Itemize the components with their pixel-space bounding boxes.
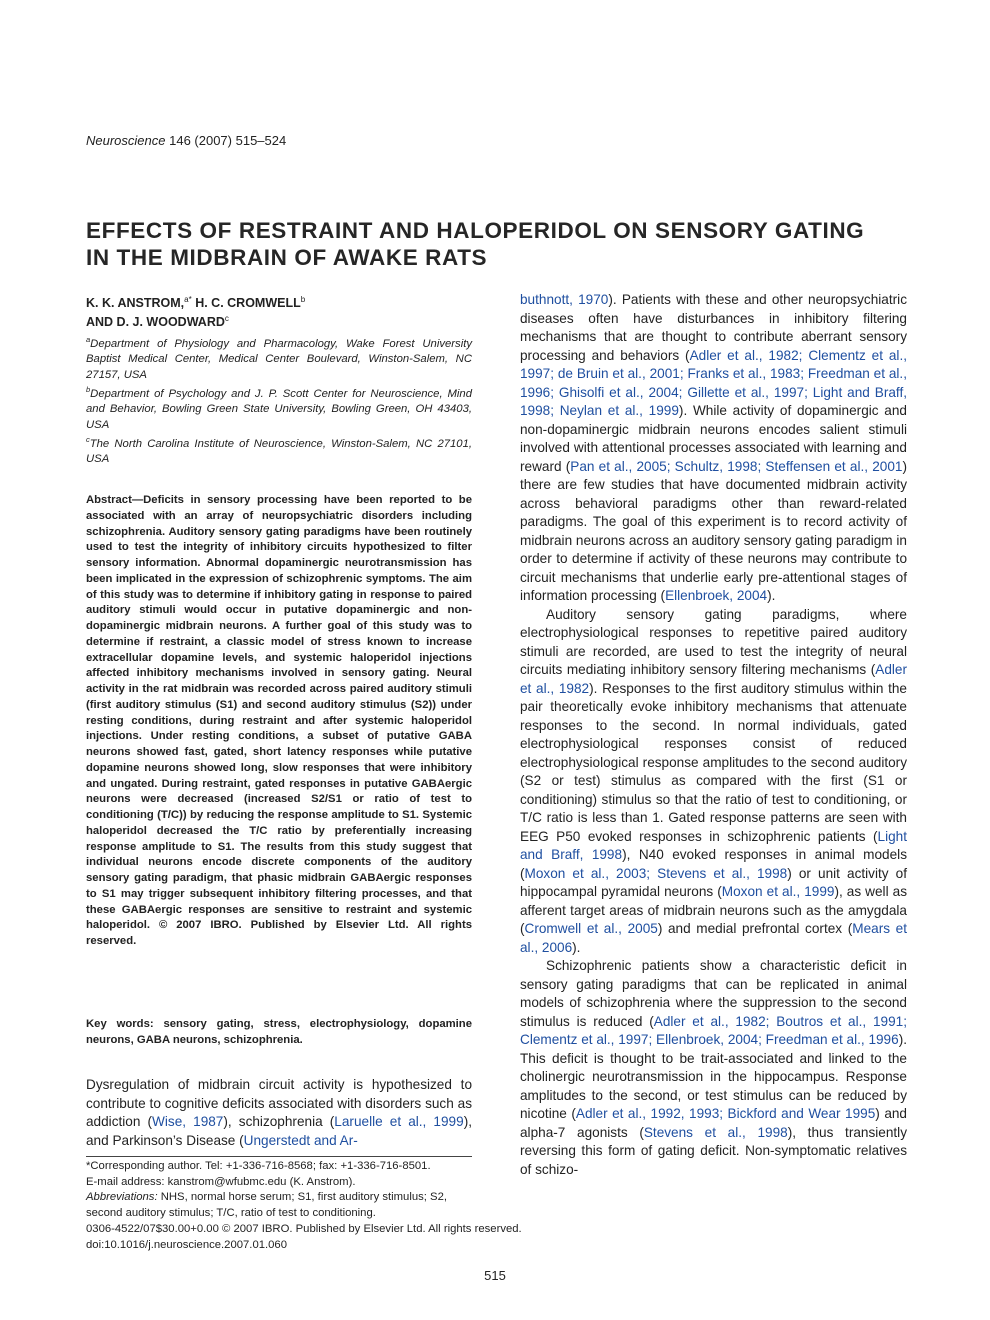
abbreviations-label: Abbreviations: xyxy=(86,1191,158,1203)
article-title xyxy=(86,217,916,271)
author-3-marker: c xyxy=(224,314,229,324)
author-list xyxy=(86,292,476,330)
keywords: Key words: sensory gating, stress, electrophysiology, dopamine neurons, GABA neurons, schizophrenia. xyxy=(86,1018,472,1046)
citation-link[interactable]: Pan et al., 2005; Schultz, 1998; Steffensen et al., 2001 xyxy=(570,458,903,474)
body-text: ) and medial prefrontal cortex ( xyxy=(657,921,853,936)
citation-link[interactable]: Laruelle et al., 1999 xyxy=(334,1114,464,1129)
body-text: ) and alpha-7 agonists ( xyxy=(520,1106,907,1140)
affiliation-a xyxy=(86,332,472,383)
citation-link[interactable]: Moxon et al., 2003; Stevens et al., 1998 xyxy=(524,865,788,881)
affiliation-marker: a xyxy=(86,335,91,344)
doi-line: doi:10.1016/j.neuroscience.2007.01.060 xyxy=(86,1238,287,1251)
author-1-marker: a* xyxy=(184,295,192,304)
affiliation-c xyxy=(86,432,472,468)
citation-link[interactable]: Wise, 1987 xyxy=(152,1114,224,1129)
body-text: ). While activity of dopaminergic and non-dopaminergic midbrain neurons encodes salient stimuli involved with attentional processes associated with learning and reward ( xyxy=(520,403,907,474)
journal-volume: 146 (2007) 515–524 xyxy=(165,133,287,148)
body-text: ). xyxy=(572,939,581,955)
body-text: ) or unit activity of hippocampal pyramidal neurons ( xyxy=(520,865,907,899)
affiliation-marker: b xyxy=(86,385,91,394)
citation-link[interactable]: Mears et al., 2006 xyxy=(520,921,907,955)
body-text: ), thus transiently reversing this form of gating deficit. Non-symptomatic relatives of schizo- xyxy=(520,1124,907,1177)
title-line-2: IN THE MIDBRAIN OF AWAKE RATS xyxy=(86,245,488,270)
intro-paragraph-start xyxy=(86,1076,472,1150)
body-text: ), as well as afferent target areas of midbrain neurons such as the amygdala ( xyxy=(520,884,907,936)
author-2: H. C. CROMWELL xyxy=(191,296,301,311)
body-paragraph-1 xyxy=(520,291,907,606)
affiliation-text: Department of Physiology and Pharmacology, Wake Forest University Baptist Medical Center, Medical Center Boulevard, Winston-Salem, NC 27157, USA xyxy=(86,337,472,381)
affiliation-marker: c xyxy=(86,435,90,444)
body-text: ), and Parkinson’s Disease ( xyxy=(86,1114,472,1148)
body-text: ). Patients with these and other neuropsychiatric diseases often have disturbances in inhibitory filtering mechanisms that are thought to contribute aberrant sensory processing and behaviors ( xyxy=(520,292,907,363)
citation-link[interactable]: Adler et al., 1982; Boutros et al., 1991; Clementz et al., 1997; Ellenbroek, 2004; Freedman et al., 1996 xyxy=(520,1013,908,1047)
body-text: Auditory sensory gating paradigms, where electrophysiological responses to repetitive paired auditory stimuli are recorded, are used to test the integrity of neural circuits mediating inhibitory sensory filtering mechanisms ( xyxy=(520,606,907,677)
abstract: Abstract—Deficits in sensory processing have been reported to be associated with an array of neuropsychiatric disorders including schizophrenia. Auditory sensory gating paradigms have been routinely used to test the integrity of inhibitory circuits hypothesized to filter sensory information. Abnormal dopaminergic neurotransmission has been implicated in the expression of schizophrenic symptoms. The aim of this study was to determine if inhibitory gating in response to paired auditory stimuli would occur in putative dopaminergic and non-dopaminergic midbrain neurons. A further goal of this study was to determine if restraint, a classic model of stress known to increase extracellular dopamine levels, and systemic haloperidol injections affected inhibitory mechanisms involved in sensory gating. Neural activity in the rat midbrain was recorded across paired auditory stimuli (first auditory stimulus (S1) and second auditory stimulus (S2)) under resting conditions, during restraint and after systemic haloperidol injections. Under resting conditions, a subset of putative GABA neurons showed fast, gated, short latency responses while putative dopamine neurons showed long, slow responses that were inhibitory and ungated. During restraint, gated responses in putative GABAergic neurons were decreased (increased S2/S1 or ratio of test to conditioning (T/C)) by reducing the response amplitude to S1. Systemic haloperidol decreased the T/C ratio by preferentially increasing response amplitude to S1. The results from this study suggest that individual neurons encode discrete components of the auditory sensory gating paradigm, that phasic midbrain GABAergic responses to S1 may trigger subsequent inhibitory filtering processes, and that these GABAergic responses are sensitive to restraint and systemic haloperidol. © 2007 IBRO. Published by Elsevier Ltd. All rights reserved. xyxy=(86,494,472,947)
citation-link[interactable]: Stevens et al., 1998 xyxy=(643,1124,788,1140)
body-text: ), N40 evoked responses in animal models ( xyxy=(520,847,907,881)
body-text: ). xyxy=(767,588,776,603)
citation-link[interactable]: Adler et al., 1982 xyxy=(520,662,907,696)
body-paragraph-2 xyxy=(520,606,907,958)
footnote-divider xyxy=(86,1156,472,1157)
author-1: K. K. ANSTROM, xyxy=(86,296,185,311)
affiliation-text: The North Carolina Institute of Neuroscience, Winston-Salem, NC 27101, USA xyxy=(86,437,472,466)
citation-link[interactable]: Moxon et al., 1999 xyxy=(721,884,835,899)
citation-link[interactable]: Adler et al., 1992, 1993; Bickford and Wear 1995 xyxy=(575,1106,876,1121)
journal-name: Neuroscience xyxy=(86,133,166,148)
body-text: ). Responses to the first auditory stimulus within the pair theoretically evoke inhibitory mechanisms that attenuate responses to the second. In normal individuals, gated electrophysiological responses consist of reduced electrophysiological response amplitudes to the second auditory (S2 or test) stimulus as compared with the first (S1 or conditioning) stimulus so that the ratio of test to conditioning, or T/C ratio is less than 1. Gated response patterns are seen with EEG P50 evoked responses in schizophrenic patients ( xyxy=(520,680,907,844)
copyright-block xyxy=(86,1222,686,1253)
citation-link[interactable]: Light and Braff, 1998 xyxy=(520,828,907,862)
citation-link[interactable]: buthnott, 1970 xyxy=(520,292,609,307)
footnotes xyxy=(86,1159,472,1221)
journal-citation xyxy=(86,133,286,148)
citation-link[interactable]: Cromwell et al., 2005 xyxy=(524,921,658,936)
title-line-1: EFFECTS OF RESTRAINT AND HALOPERIDOL ON SENSORY GATING xyxy=(86,218,865,243)
citation-link[interactable]: Adler et al., 1982; Clementz et al., 1997; de Bruin et al., 2001; Franks et al., 1983; Freedman et al., 1996; Ghisolfi et al., 2004; Gillette et al., 1997; Light and Braff, 1998; Neylan et al., 1999 xyxy=(520,347,907,418)
body-paragraph-3 xyxy=(520,957,907,1179)
affiliation-b xyxy=(86,382,472,433)
citation-link[interactable]: Ellenbroek, 2004 xyxy=(665,588,768,603)
corresponding-author-note: *Corresponding author. Tel: +1-336-716-8568; fax: +1-336-716-8501. xyxy=(86,1160,431,1172)
copyright-line: 0306-4522/07$30.00+0.00 © 2007 IBRO. Published by Elsevier Ltd. All rights reserved. xyxy=(86,1223,522,1235)
body-text: ). This deficit is thought to be trait-associated and linked to the cholinergic neurotransmission in the hippocampus. Response amplitudes to the second, or test stimulus can be reduced by nicotine ( xyxy=(520,1032,907,1121)
email-note: E-mail address: kanstrom@wfubmc.edu (K. Anstrom). xyxy=(86,1175,356,1188)
body-text: Dysregulation of midbrain circuit activity is hypothesized to contribute to cognitive deficits associated with disorders such as addiction ( xyxy=(86,1077,472,1129)
page-number: 515 xyxy=(484,1268,506,1283)
body-text: ) there are few studies that have documented midbrain activity across behavioral paradigms other than reward-related paradigms. The goal of this experiment is to record activity of midbrain neurons across an auditory sensory gating paradigm in order to determine if activity of these neurons may contribute to circuit mechanisms that underlie early pre-attentional stages of information processing ( xyxy=(520,458,907,603)
right-column xyxy=(520,291,907,1179)
body-text: ), schizophrenia ( xyxy=(223,1114,335,1129)
body-text: Schizophrenic patients show a characteristic deficit in sensory gating paradigms that can be replicated in animal models of schizophrenia where the suppression to the second stimulus is reduced ( xyxy=(520,958,907,1029)
affiliation-text: Department of Psychology and J. P. Scott Center for Neuroscience, Mind and Behavior, Bowling Green State University, Bowling Green, OH 43403, USA xyxy=(86,387,472,431)
abbreviations-text: NHS, normal horse serum; S1, first auditory stimulus; S2, second auditory stimulus; T/C, ratio of test to conditioning. xyxy=(86,1191,448,1219)
citation-link[interactable]: Ungerstedt and Ar- xyxy=(243,1132,358,1148)
author-3: AND D. J. WOODWARD xyxy=(86,315,225,330)
author-2-marker: b xyxy=(300,295,306,304)
abbreviations-note xyxy=(86,1190,472,1221)
